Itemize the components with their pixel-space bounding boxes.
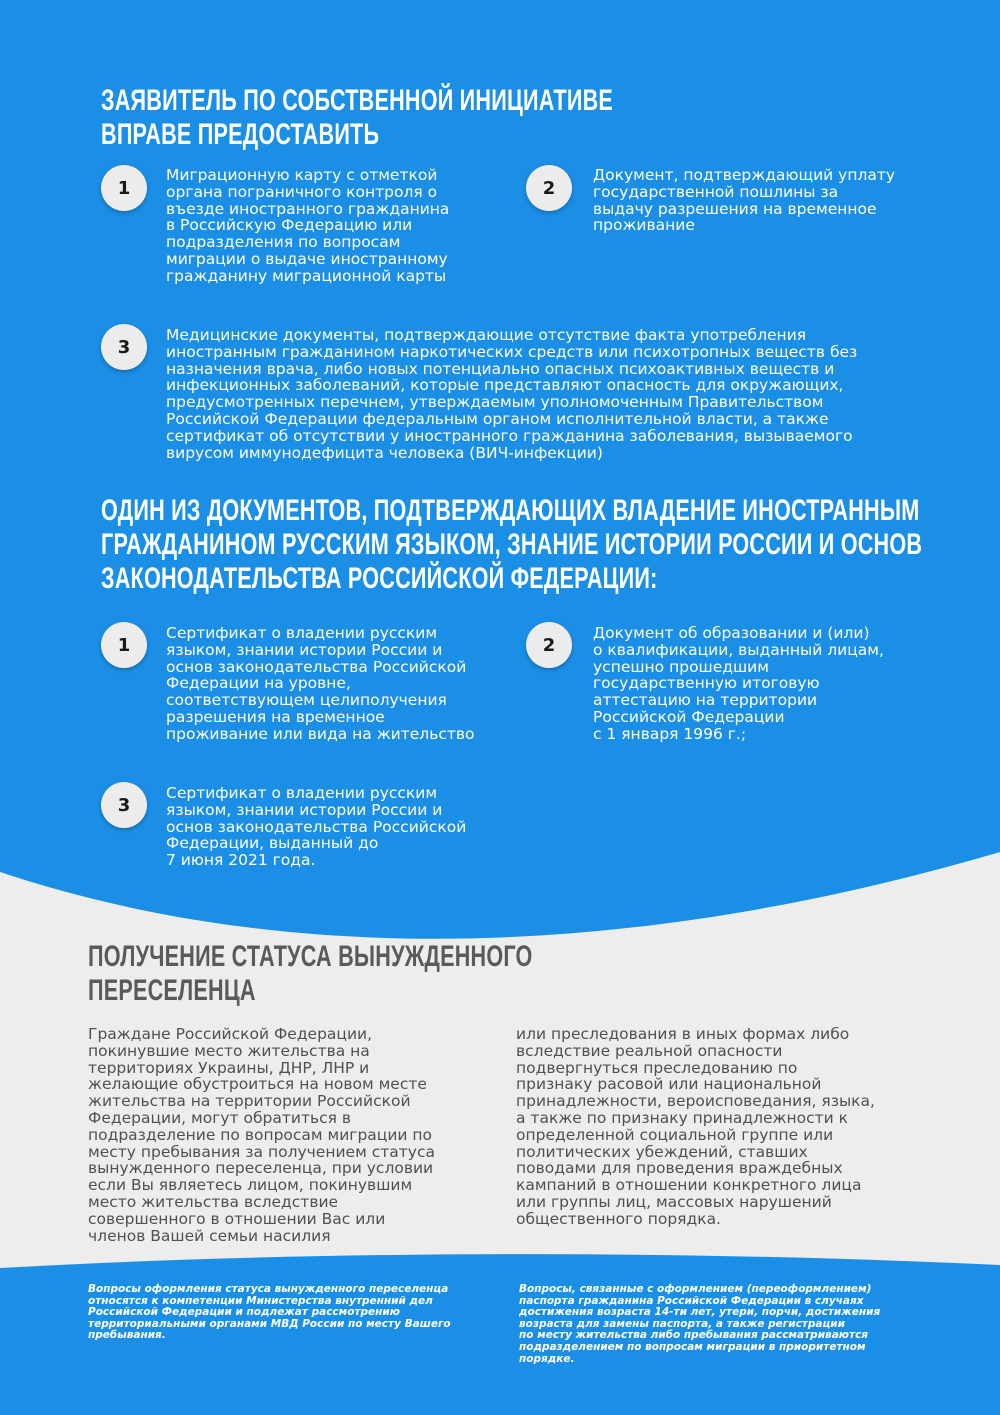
section2-title-line2: ГРАЖДАНИНОМ РУССКИМ ЯЗЫКОМ, ЗНАНИЕ ИСТОРИИ РОССИИ И ОСНОВ xyxy=(101,528,923,561)
section1-title-line1: ЗАЯВИТЕЛЬ ПО СОБСТВЕННОЙ ИНИЦИАТИВЕ xyxy=(101,84,614,117)
item-education-document: Документ об образовании и (или) о квалификации, выданный лицам, успешно прошедшим государственную итоговую аттестацию на территории Российской Федерации с 1 января 1996 г.; xyxy=(593,624,884,743)
item-state-fee: Документ, подтверждающий уплату государственной пошлины за выдачу разрешения на временное проживание xyxy=(593,166,896,235)
item-medical-documents: Медицинские документы, подтверждающие отсутствие факта употребления иностранным гражданином наркотических средств или психотропных веществ без назначения врача, либо новых потенциально опасных психоактивных веществ и инфекционных заболеваний, которые представляют опасность для окружающих, предусмотренных перечнем, утверждаемым уполномоченным Правительством Российской Федерации федеральным органом исполнительной власти, а также сертификат об отсутствии у иностранного гражданина заболевания, вызываемого вирусом иммунодефицита человека (ВИЧ-инфекции) xyxy=(166,326,858,462)
refugee-status-text-col2: или преследования в иных формах либо вследствие реальной опасности подвергнуться преследованию по признаку расовой или национальной принадлежности, вероисповедания, языка, а также по признаку принадлежности к определенной социальной группе или политических убеждений, ставших поводами для проведения враждебных кампаний в отношении конкретного лица или группы лиц, массовых нарушений общественного порядка. xyxy=(516,1025,875,1228)
item-migration-card: Миграционную карту с отметкой органа пограничного контроля о въезде иностранного гражданина в Российскую Федерацию или подразделения по вопросам миграции о выдаче иностранному гражданину миграционной карты xyxy=(166,166,450,285)
footer-note-passport: Вопросы, связанные с оформлением (переоформлением) паспорта гражданина Российской Федерации в случаях достижения возраста 14-ти лет, утери, порчи, достижения возраста для замены паспорта, а также регистрации по месту жительства либо пребывания рассматриваются подразделением по вопросам миграции в приоритетном порядке. xyxy=(519,1283,881,1365)
footer-note-mvd: Вопросы оформления статуса вынужденного переселенца относятся к компетенции Министерства внутренний дел Российской Федерации и подлежат рассмотрению территориальными органами МВД России по месту Вашего пребывания. xyxy=(88,1283,451,1342)
item-language-certificate: Сертификат о владении русским языком, знании истории России и основ законодательства Российской Федерации на уровне, соответствующем целиполучения разрешения на временное проживание или вида на жительство xyxy=(166,624,475,743)
section3-title xyxy=(88,940,533,1008)
number-badge: 2 xyxy=(526,622,572,668)
section3-title-line2: ПЕРЕСЕЛЕНЦА xyxy=(88,974,256,1007)
section2-title xyxy=(101,494,922,596)
section2-title-line3: ЗАКОНОДАТЕЛЬСТВА РОССИЙСКОЙ ФЕДЕРАЦИИ: xyxy=(101,562,658,595)
number-badge: 1 xyxy=(101,165,147,211)
section1-title xyxy=(101,84,613,152)
section1-title-line2: ВПРАВЕ ПРЕДОСТАВИТЬ xyxy=(101,118,380,151)
refugee-status-text-col1: Граждане Российской Федерации, покинувшие место жительства на территориях Украины, ДНР, ЛНР и желающие обустроиться на новом месте жительства на территории Российской Федерации, могут обратиться в подразделение по вопросам миграции по месту пребывания за получением статуса вынужденного переселенца, при условии если Вы являетесь лицом, покинувшим место жительства вследствие совершенного в отношении Вас или членов Вашей семьи насилия xyxy=(88,1025,435,1245)
item-old-certificate: Сертификат о владении русским языком, знании истории России и основ законодательства Российской Федерации, выданный до 7 июня 2021 года. xyxy=(166,784,467,870)
number-badge: 1 xyxy=(101,622,147,668)
number-badge: 3 xyxy=(101,324,147,370)
section2-title-line1: ОДИН ИЗ ДОКУМЕНТОВ, ПОДТВЕРЖДАЮЩИХ ВЛАДЕНИЕ ИНОСТРАННЫМ xyxy=(101,494,920,527)
number-badge: 2 xyxy=(526,165,572,211)
section3-title-line1: ПОЛУЧЕНИЕ СТАТУСА ВЫНУЖДЕННОГО xyxy=(88,940,533,973)
number-badge: 3 xyxy=(101,782,147,828)
